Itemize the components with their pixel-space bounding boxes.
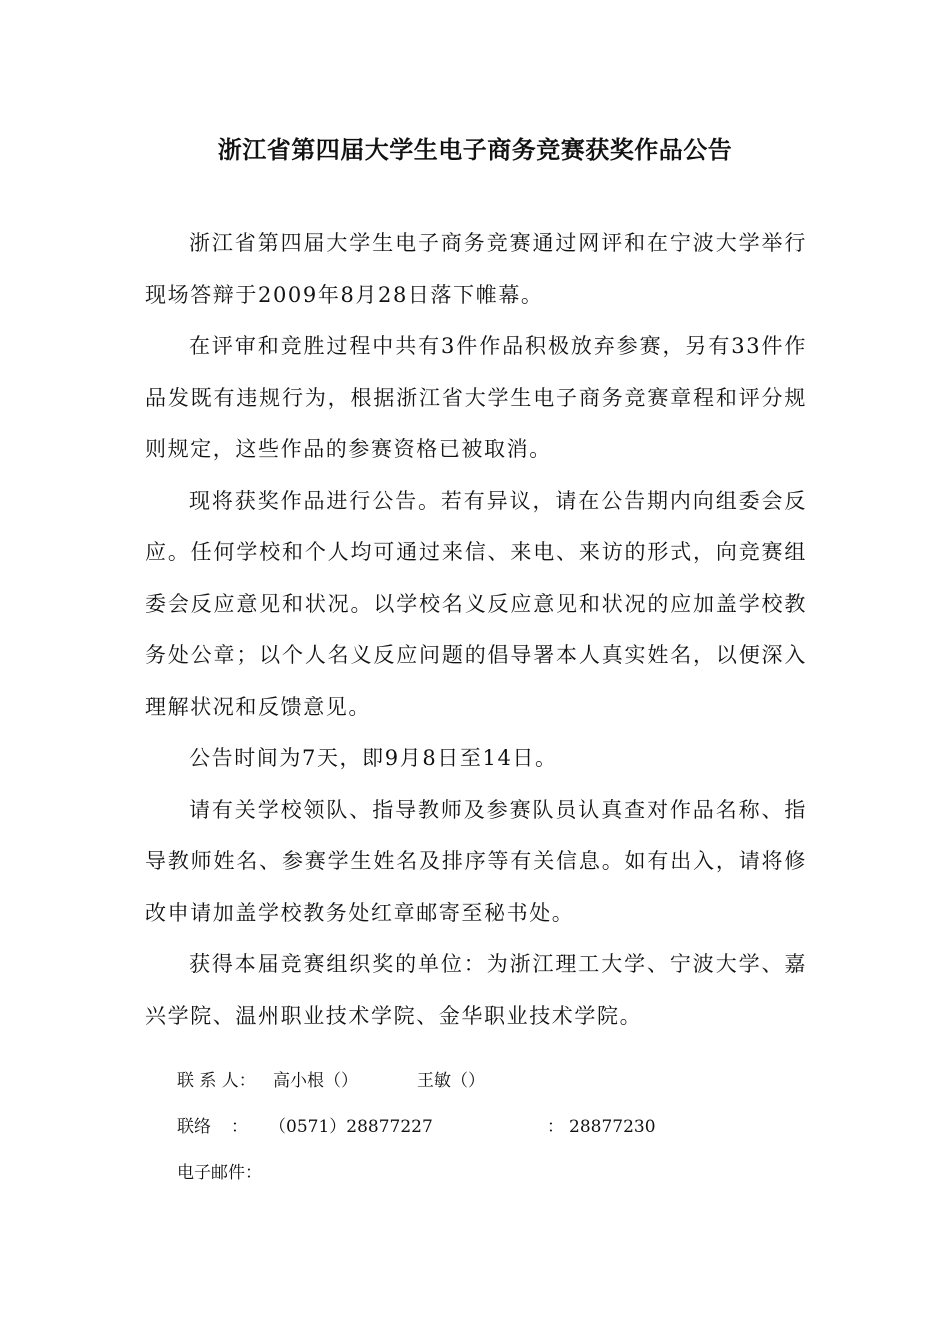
- contact-person-label: 联 系 人：: [177, 1071, 256, 1091]
- contact-phone-1: （0571）28877227: [269, 1117, 433, 1137]
- contact-person-1: 高小根（）: [273, 1071, 358, 1091]
- contact-phone-separator: ：: [231, 1117, 248, 1137]
- document-title: 浙江省第四届大学生电子商务竞赛获奖作品公告: [217, 136, 733, 164]
- contact-phone-2-separator: ：: [547, 1117, 564, 1137]
- contact-phone-label: 联络: [177, 1117, 211, 1137]
- paragraph-verification: 请有关学校领队、指导教师及参赛队员认真查对作品名称、指导教师姓名、参赛学生姓名及排序等有关信息。如有出入，请将修改申请加盖学校教务处红章邮寄至秘书处。: [145, 797, 807, 925]
- contact-person-line: [177, 1058, 777, 1104]
- contact-phone-2: 28877230: [569, 1117, 656, 1137]
- contact-person-2: 王敏（）: [417, 1071, 485, 1091]
- paragraph-intro: 浙江省第四届大学生电子商务竞赛通过网评和在宁波大学举行现场答辩于2009年8月28日落下帷幕。: [145, 231, 807, 307]
- contact-email-label: 电子邮件：: [177, 1163, 262, 1183]
- paragraph-disqualification: 在评审和竞胜过程中共有3件作品积极放弃参赛，另有33件作品发既有违规行为，根据浙江省大学生电子商务竞赛章程和评分规则规定，这些作品的参赛资格已被取消。: [145, 334, 807, 461]
- contact-phone-line: [177, 1104, 777, 1150]
- contact-block: [177, 1058, 777, 1196]
- paragraph-objection: 现将获奖作品进行公告。若有异议，请在公告期内向组委会反应。任何学校和个人均可通过来信、来电、来访的形式，向竞赛组委会反应意见和状况。以学校名义反应意见和状况的应加盖学校教务处公章；以个人名义反应问题的倡导署本人真实姓名，以便深入理解状况和反馈意见。: [145, 488, 807, 719]
- contact-email-line: [177, 1150, 777, 1196]
- document-body: [145, 218, 807, 1042]
- paragraph-organization-award: 获得本届竞赛组织奖的单位：为浙江理工大学、宁波大学、嘉兴学院、温州职业技术学院、金华职业技术学院。: [145, 952, 807, 1028]
- paragraph-period: 公告时间为7天，即9月8日至14日。: [189, 746, 558, 770]
